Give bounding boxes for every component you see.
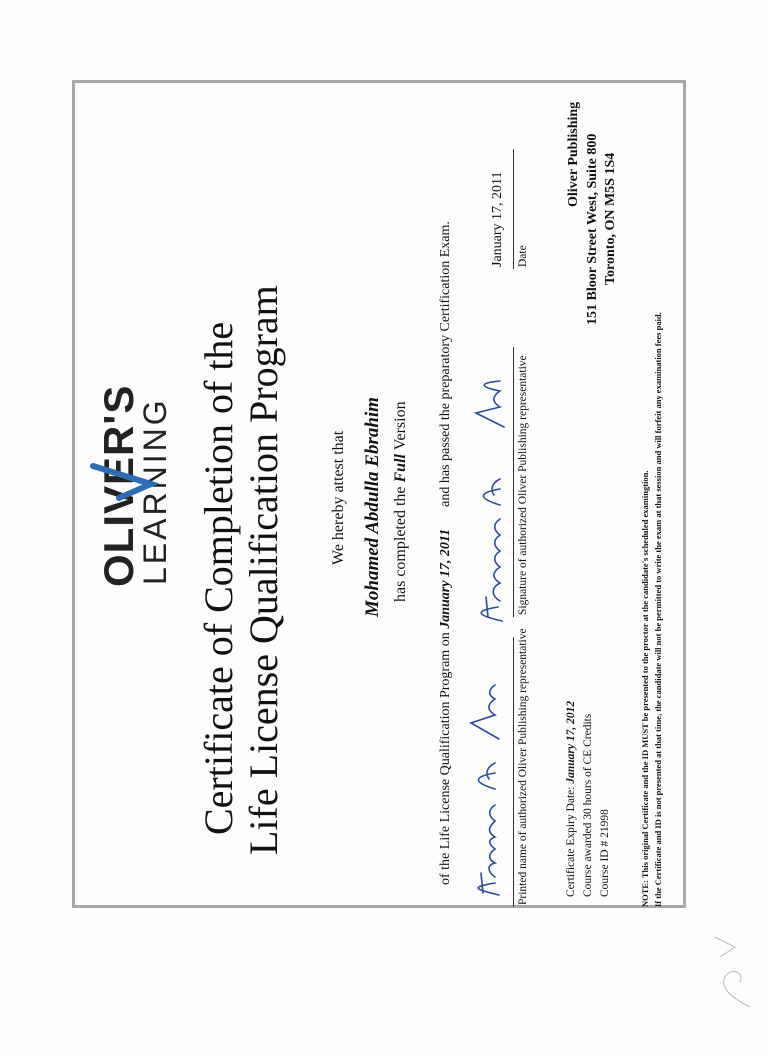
completed-version: Full <box>392 454 409 483</box>
signature-line <box>513 347 514 617</box>
ce-credits: Course awarded 30 hours of CE Credits <box>582 713 594 897</box>
pencil-mark <box>700 897 760 1017</box>
course-id: Course ID # 21998 <box>599 809 611 897</box>
olivers-learning-logo <box>95 367 175 587</box>
certificate-title-line2: Life License Qualification Program <box>241 285 286 855</box>
completed-text <box>392 401 410 602</box>
expiry-date-value: January 17, 2012 <box>565 700 577 784</box>
handwritten-printed-name <box>465 599 505 899</box>
printed-name-caption: Printed name of authorized Oliver Publishing representative <box>517 628 529 905</box>
expiry-date <box>565 701 577 897</box>
passed-suffix: and has passed the preparatory Certification Exam. <box>438 221 453 507</box>
note-line1: NOTE: This original Certificate and the ID MUST be presented to the proctor at the candidate's scheduled examingtion. <box>640 470 650 907</box>
printed-name-line <box>513 637 514 907</box>
publisher-address-line2: Toronto, ON M5S 1S4 <box>603 152 618 285</box>
checkmark-icon <box>89 462 159 502</box>
publisher-name: Oliver Publishing <box>566 101 581 207</box>
passed-date: January 17, 2011 <box>438 528 453 629</box>
logo-top-text: OLIVER'S <box>95 384 142 587</box>
passed-prefix: of the Life License Qualification Program on <box>438 628 453 885</box>
date-line <box>513 149 514 269</box>
passed-text <box>438 221 454 885</box>
completed-prefix: has completed the <box>392 482 409 602</box>
note-line2: If the Certificate and ID is not presented at that time, the candidate will not be permitted to write the exam at that session and will forfeit any examination fees paid. <box>653 312 663 907</box>
handwritten-signature <box>470 327 508 627</box>
date-value: January 17, 2011 <box>490 171 505 267</box>
attest-text: We hereby attest that <box>330 430 347 565</box>
expiry-label: Certificate Expiry Date: <box>565 783 577 897</box>
completed-suffix: Version <box>392 401 409 455</box>
logo-bottom-text: LEARNING <box>137 397 173 585</box>
signature-caption: Signature of authorized Oliver Publishing representative <box>517 355 529 615</box>
publisher-address-line1: 151 Bloor Street West, Suite 800 <box>585 133 600 325</box>
date-caption: Date <box>517 245 529 267</box>
certificate-title-line1: Certificate of Completion of the <box>196 321 241 835</box>
recipient-name: Mohamed Abdulla Ebrahim <box>362 397 383 617</box>
